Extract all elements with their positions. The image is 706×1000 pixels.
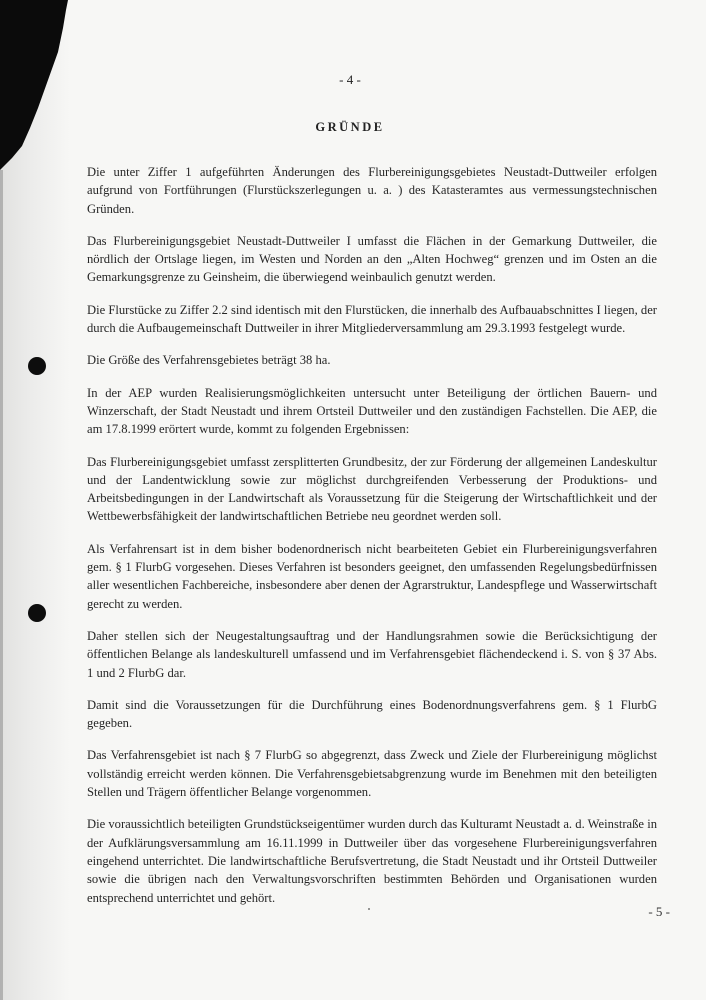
- page-left-edge: [0, 170, 3, 1000]
- punch-hole: [28, 357, 46, 375]
- torn-corner: [0, 0, 80, 170]
- paragraph: In der AEP wurden Realisierungsmöglichkeiten untersucht unter Beteiligung der örtlichen Bauern- und Winzerschaft, der Stadt Neustadt und ihrem Ortsteil Duttweiler und den zuständigen Fachstellen. Die AEP, die am 17.8.1999 erörtert wurde, kommt zu folgenden Ergebnissen:: [87, 385, 657, 437]
- paragraph: Das Flurbereinigungsgebiet Neustadt-Duttweiler I umfasst die Flächen in der Gemarkung Duttweiler, die nördlich der Ortslage liegen, im Westen und Norden an den „Alten Hochweg“ grenzen und im Osten an die Gemarkungsgrenze zu Geinsheim, die überwiegend weinbaulich genutzt werden.: [87, 233, 657, 285]
- paragraph: Das Flurbereinigungsgebiet umfasst zersplitterten Grundbesitz, der zur Förderung der allgemeinen Landeskultur und der Landentwicklung sowie zur möglichst durchgreifenden Verbesserung der Produktions- und Arbeitsbedingungen in der Landwirtschaft als Voraussetzung für die Steigerung der Wirtschaftlichkeit und der Wettbewerbsfähigkeit der landwirtschaftlichen Betriebe neu geordnet werden soll.: [87, 454, 657, 524]
- paragraph: Das Verfahrensgebiet ist nach § 7 FlurbG so abgegrenzt, dass Zweck und Ziele der Flurbereinigung möglichst vollständig erreicht werden können. Die Verfahrensgebietsabgrenzung wurde im Benehmen mit den beteiligten Stellen und Trägern öffentlicher Belange vorgenommen.: [87, 748, 657, 800]
- punch-hole: [28, 604, 46, 622]
- section-heading: GRÜNDE: [315, 120, 385, 134]
- paragraph: Die Größe des Verfahrensgebietes beträgt 38 ha.: [87, 353, 331, 368]
- paragraph: Die Flurstücke zu Ziffer 2.2 sind identisch mit den Flurstücken, die innerhalb des Aufbauabschnittes I liegen, der durch die Aufbaugemeinschaft Duttweiler in ihrer Mitgliederversammlung am 29.3.1993 festgelegt wurde.: [87, 302, 657, 336]
- body-text: [87, 163, 657, 921]
- scan-speck: [368, 908, 370, 910]
- paragraph: Damit sind die Voraussetzungen für die Durchführung eines Bodenordnungsverfahrens gem. § 1 FlurbG gegeben.: [87, 697, 657, 731]
- paragraph: Daher stellen sich der Neugestaltungsauftrag und der Handlungsrahmen sowie die Berücksichtigung der öffentlichen Belange als landeskulturell umfassend und im Verfahrensgebiet flächendeckend i. S. von § 37 Abs. 1 und 2 FlurbG dar.: [87, 628, 657, 680]
- page-number: - 4 -: [339, 72, 361, 87]
- next-page-indicator: - 5 -: [648, 904, 670, 919]
- paragraph: Die unter Ziffer 1 aufgeführten Änderungen des Flurbereinigungsgebietes Neustadt-Duttweiler erfolgen aufgrund von Fortführungen (Flurstückszerlegungen u. a. ) des Katasteramtes aus vermessungstechnischen Gründen.: [87, 165, 657, 216]
- paragraph: Als Verfahrensart ist in dem bisher bodenordnerisch nicht bearbeiteten Gebiet ein Flurbereinigungsverfahren gem. § 1 FlurbG vorgesehen. Dieses Verfahren ist besonders geeignet, den umfassenden Regelungsbedürfnissen aller wesentlichen Fachbereiche, insbesondere aber denen der Agrarstruktur, Landespflege und Wasserwirtschaft gerecht zu werden.: [87, 541, 657, 611]
- paragraph: Die voraussichtlich beteiligten Grundstückseigentümer wurden durch das Kulturamt Neustadt a. d. Weinstraße in der Aufklärungsversammlung am 16.11.1999 in Duttweiler über das vorgesehene Flurbereinigungsverfahren eingehend unterrichtet. Die landwirtschaftliche Berufsvertretung, die Stadt Neustadt und ihr Ortsteil Duttweiler sowie die übrigen nach den Verwaltungsvorschriften bestimmten Behörden und Organisationen wurden entsprechend unterrichtet und gehört.: [87, 817, 657, 905]
